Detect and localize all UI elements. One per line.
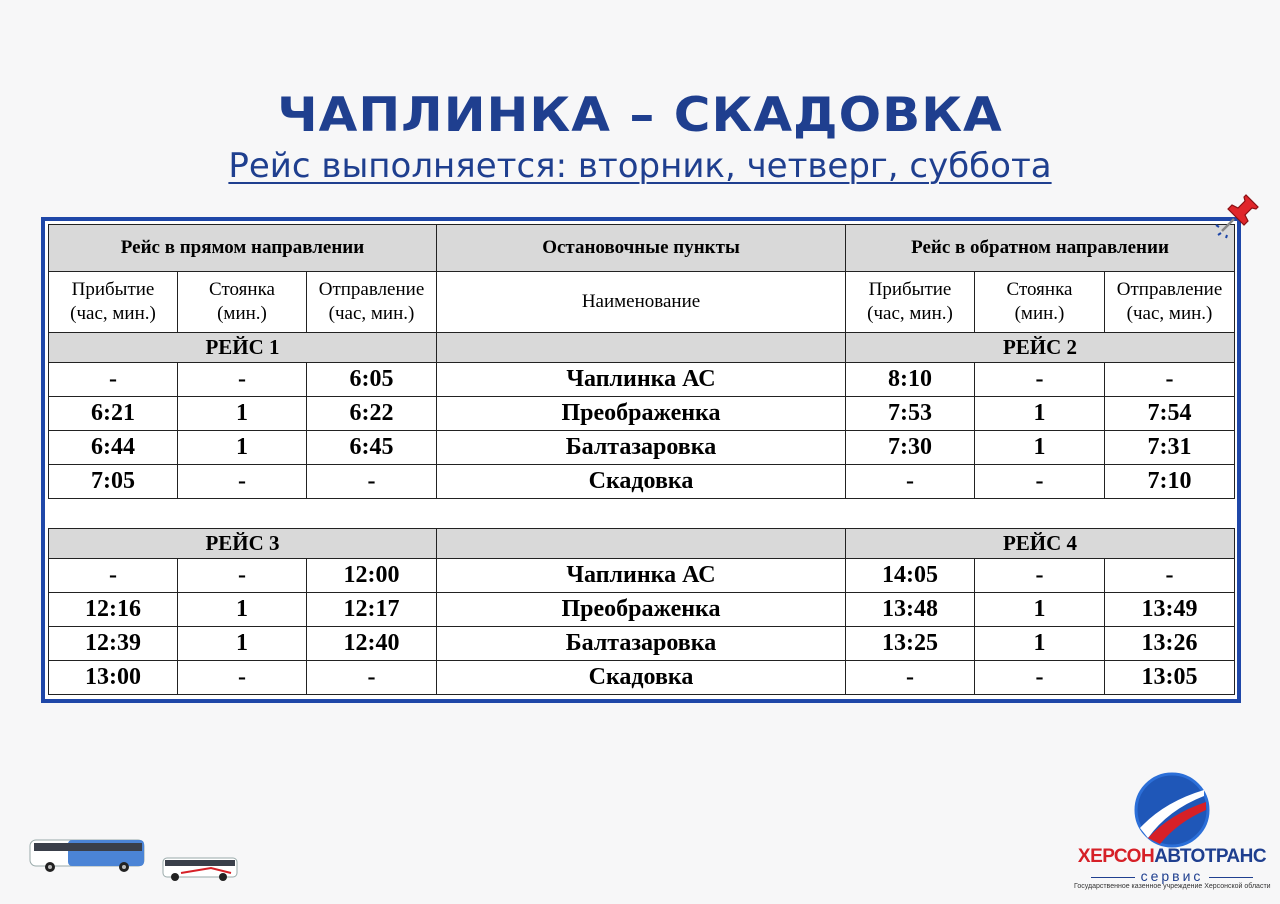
reverse-departure-cell: - — [1105, 363, 1235, 397]
schedule-table — [48, 224, 1235, 695]
forward-stay-cell: 1 — [178, 431, 307, 465]
stop-name-cell: Балтазаровка — [437, 627, 846, 661]
trip-header-row — [49, 529, 1235, 559]
reverse-stay-cell: - — [975, 465, 1105, 499]
reverse-stay-cell: 1 — [975, 397, 1105, 431]
table-header-row — [49, 225, 1235, 272]
forward-stay-cell: - — [178, 661, 307, 695]
forward-arrival-cell: 6:44 — [49, 431, 178, 465]
forward-arrival-cell: 13:00 — [49, 661, 178, 695]
reverse-departure-cell: 13:49 — [1105, 593, 1235, 627]
forward-departure-cell: 6:22 — [307, 397, 437, 431]
reverse-stay-cell: 1 — [975, 431, 1105, 465]
table-row — [49, 363, 1235, 397]
forward-departure-cell: 12:40 — [307, 627, 437, 661]
forward-stay-cell: 1 — [178, 593, 307, 627]
forward-arrival-cell: 12:16 — [49, 593, 178, 627]
table-row — [49, 465, 1235, 499]
reverse-arrival-cell: 13:48 — [846, 593, 975, 627]
forward-departure-cell: 6:45 — [307, 431, 437, 465]
reverse-departure-cell: 7:31 — [1105, 431, 1235, 465]
reverse-stay-cell: - — [975, 559, 1105, 593]
pushpin-icon — [1212, 191, 1264, 243]
stop-name-cell: Балтазаровка — [437, 431, 846, 465]
forward-arrival-header: Прибытие (час, мин.) — [49, 272, 178, 333]
reverse-arrival-header: Прибытие (час, мин.) — [846, 272, 975, 333]
reverse-departure-cell: 7:10 — [1105, 465, 1235, 499]
stop-name-cell: Чаплинка АС — [437, 559, 846, 593]
table-subheader-row — [49, 272, 1235, 333]
forward-stay-cell: 1 — [178, 397, 307, 431]
bus-icon — [28, 836, 148, 874]
reverse-arrival-cell: 8:10 — [846, 363, 975, 397]
forward-departure-cell: 12:17 — [307, 593, 437, 627]
trip-header-row — [49, 333, 1235, 363]
reverse-direction-header: Рейс в обратном направлении — [846, 225, 1235, 272]
reverse-departure-cell: 7:54 — [1105, 397, 1235, 431]
forward-stay-cell: - — [178, 363, 307, 397]
trip-empty-cell — [437, 529, 846, 559]
trip-reverse-label: РЕЙС 4 — [846, 529, 1235, 559]
reverse-departure-cell: - — [1105, 559, 1235, 593]
forward-departure-header: Отправление (час, мин.) — [307, 272, 437, 333]
trip-empty-cell — [437, 333, 846, 363]
forward-arrival-cell: - — [49, 559, 178, 593]
trip-forward-label: РЕЙС 1 — [49, 333, 437, 363]
reverse-stay-cell: 1 — [975, 593, 1105, 627]
reverse-departure-cell: 13:05 — [1105, 661, 1235, 695]
forward-departure-cell: 12:00 — [307, 559, 437, 593]
table-row — [49, 559, 1235, 593]
forward-arrival-cell: 12:39 — [49, 627, 178, 661]
reverse-arrival-cell: 13:25 — [846, 627, 975, 661]
schedule-days: Рейс выполняется: вторник, четверг, суббота — [228, 146, 1052, 186]
table-row — [49, 661, 1235, 695]
reverse-arrival-cell: - — [846, 465, 975, 499]
company-service-label: сервис — [1074, 868, 1270, 884]
bus-icon — [161, 855, 239, 883]
reverse-stay-header: Стоянка (мин.) — [975, 272, 1105, 333]
reverse-stay-cell: - — [975, 363, 1105, 397]
stop-name-cell: Скадовка — [437, 661, 846, 695]
table-row — [49, 397, 1235, 431]
forward-stay-cell: - — [178, 465, 307, 499]
stops-header: Остановочные пункты — [437, 225, 846, 272]
page-title: ЧАПЛИНКА – СКАДОВКА — [277, 87, 1003, 143]
forward-departure-cell: - — [307, 465, 437, 499]
table-row — [49, 627, 1235, 661]
forward-arrival-cell: 6:21 — [49, 397, 178, 431]
company-logo — [1074, 772, 1270, 892]
forward-stay-cell: 1 — [178, 627, 307, 661]
reverse-arrival-cell: - — [846, 661, 975, 695]
forward-stay-cell: - — [178, 559, 307, 593]
reverse-arrival-cell: 7:30 — [846, 431, 975, 465]
reverse-departure-header: Отправление (час, мин.) — [1105, 272, 1235, 333]
reverse-stay-cell: - — [975, 661, 1105, 695]
reverse-arrival-cell: 7:53 — [846, 397, 975, 431]
stop-name-cell: Преображенка — [437, 397, 846, 431]
spacer-row — [49, 499, 1235, 529]
table-row — [49, 431, 1235, 465]
trip-forward-label: РЕЙС 3 — [49, 529, 437, 559]
table-row — [49, 593, 1235, 627]
logo-emblem-icon — [1134, 772, 1210, 848]
forward-arrival-cell: - — [49, 363, 178, 397]
forward-departure-cell: - — [307, 661, 437, 695]
reverse-stay-cell: 1 — [975, 627, 1105, 661]
reverse-arrival-cell: 14:05 — [846, 559, 975, 593]
stop-name-cell: Скадовка — [437, 465, 846, 499]
stop-name-cell: Преображенка — [437, 593, 846, 627]
forward-direction-header: Рейс в прямом направлении — [49, 225, 437, 272]
trip-reverse-label: РЕЙС 2 — [846, 333, 1235, 363]
forward-stay-header: Стоянка (мин.) — [178, 272, 307, 333]
schedule-frame — [41, 217, 1241, 703]
company-name: ХЕРСОНАВТОТРАНС — [1077, 846, 1267, 867]
company-caption: Государственное казенное учреждение Херсонской области — [1074, 883, 1271, 890]
stop-name-header: Наименование — [437, 272, 846, 333]
forward-arrival-cell: 7:05 — [49, 465, 178, 499]
forward-departure-cell: 6:05 — [307, 363, 437, 397]
reverse-departure-cell: 13:26 — [1105, 627, 1235, 661]
stop-name-cell: Чаплинка АС — [437, 363, 846, 397]
